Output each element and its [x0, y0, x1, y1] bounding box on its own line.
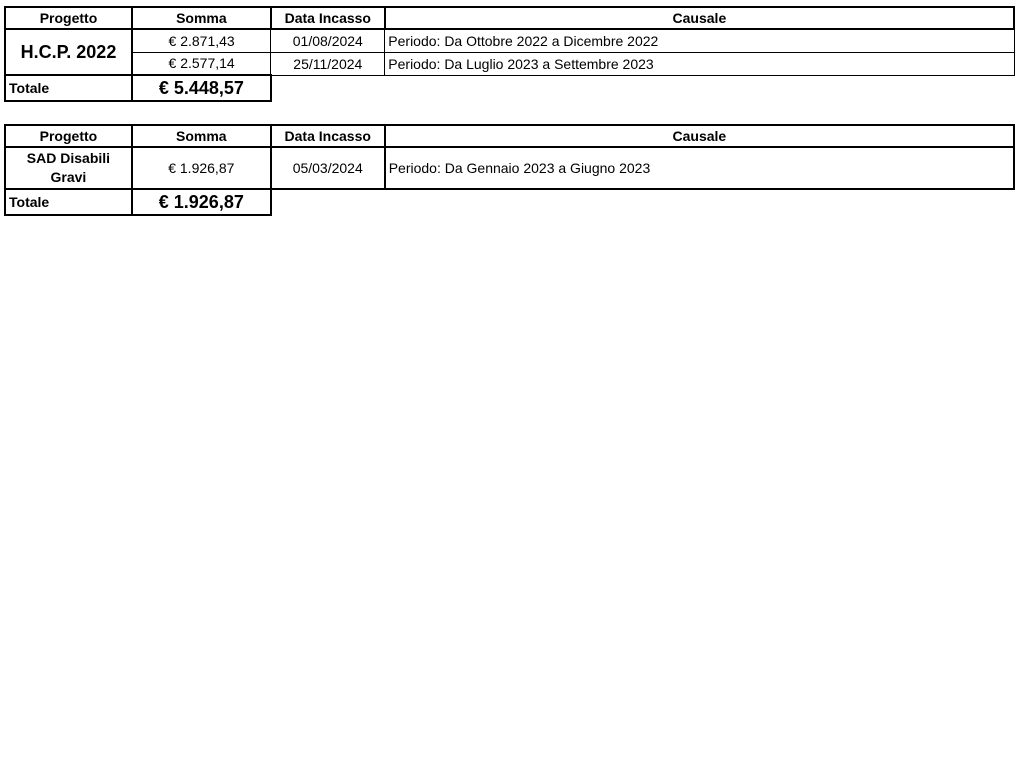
table-header-row	[5, 125, 1014, 147]
empty-cell	[271, 189, 385, 215]
empty-cell	[385, 75, 1014, 101]
total-label: Totale	[5, 75, 132, 101]
header-progetto: Progetto	[5, 7, 132, 29]
data-incasso-cell: 05/03/2024	[271, 147, 385, 189]
payments-table-sad	[4, 124, 1015, 216]
data-incasso-cell: 25/11/2024	[271, 52, 385, 75]
header-progetto: Progetto	[5, 125, 132, 147]
causale-cell: Periodo: Da Luglio 2023 a Settembre 2023	[385, 52, 1014, 75]
total-label: Totale	[5, 189, 132, 215]
header-data-incasso: Data Incasso	[271, 125, 385, 147]
table-row	[5, 52, 1014, 75]
table-row	[5, 29, 1014, 52]
header-causale: Causale	[385, 125, 1014, 147]
somma-cell: € 2.577,14	[132, 52, 271, 75]
causale-cell: Periodo: Da Gennaio 2023 a Giugno 2023	[385, 147, 1014, 189]
header-data-incasso: Data Incasso	[271, 7, 385, 29]
header-causale: Causale	[385, 7, 1014, 29]
somma-cell: € 2.871,43	[132, 29, 271, 52]
causale-cell: Periodo: Da Ottobre 2022 a Dicembre 2022	[385, 29, 1014, 52]
empty-cell	[385, 189, 1014, 215]
header-somma: Somma	[132, 7, 271, 29]
total-value: € 5.448,57	[132, 75, 271, 101]
total-value: € 1.926,87	[132, 189, 271, 215]
progetto-cell: H.C.P. 2022	[5, 29, 132, 75]
total-row	[5, 75, 1014, 101]
somma-cell: € 1.926,87	[132, 147, 271, 189]
data-incasso-cell: 01/08/2024	[271, 29, 385, 52]
payments-table-hcp	[4, 6, 1015, 102]
table-row	[5, 147, 1014, 189]
empty-cell	[271, 75, 385, 101]
total-row	[5, 189, 1014, 215]
progetto-cell: SAD Disabili Gravi	[5, 147, 132, 189]
table-header-row	[5, 7, 1014, 29]
header-somma: Somma	[132, 125, 271, 147]
